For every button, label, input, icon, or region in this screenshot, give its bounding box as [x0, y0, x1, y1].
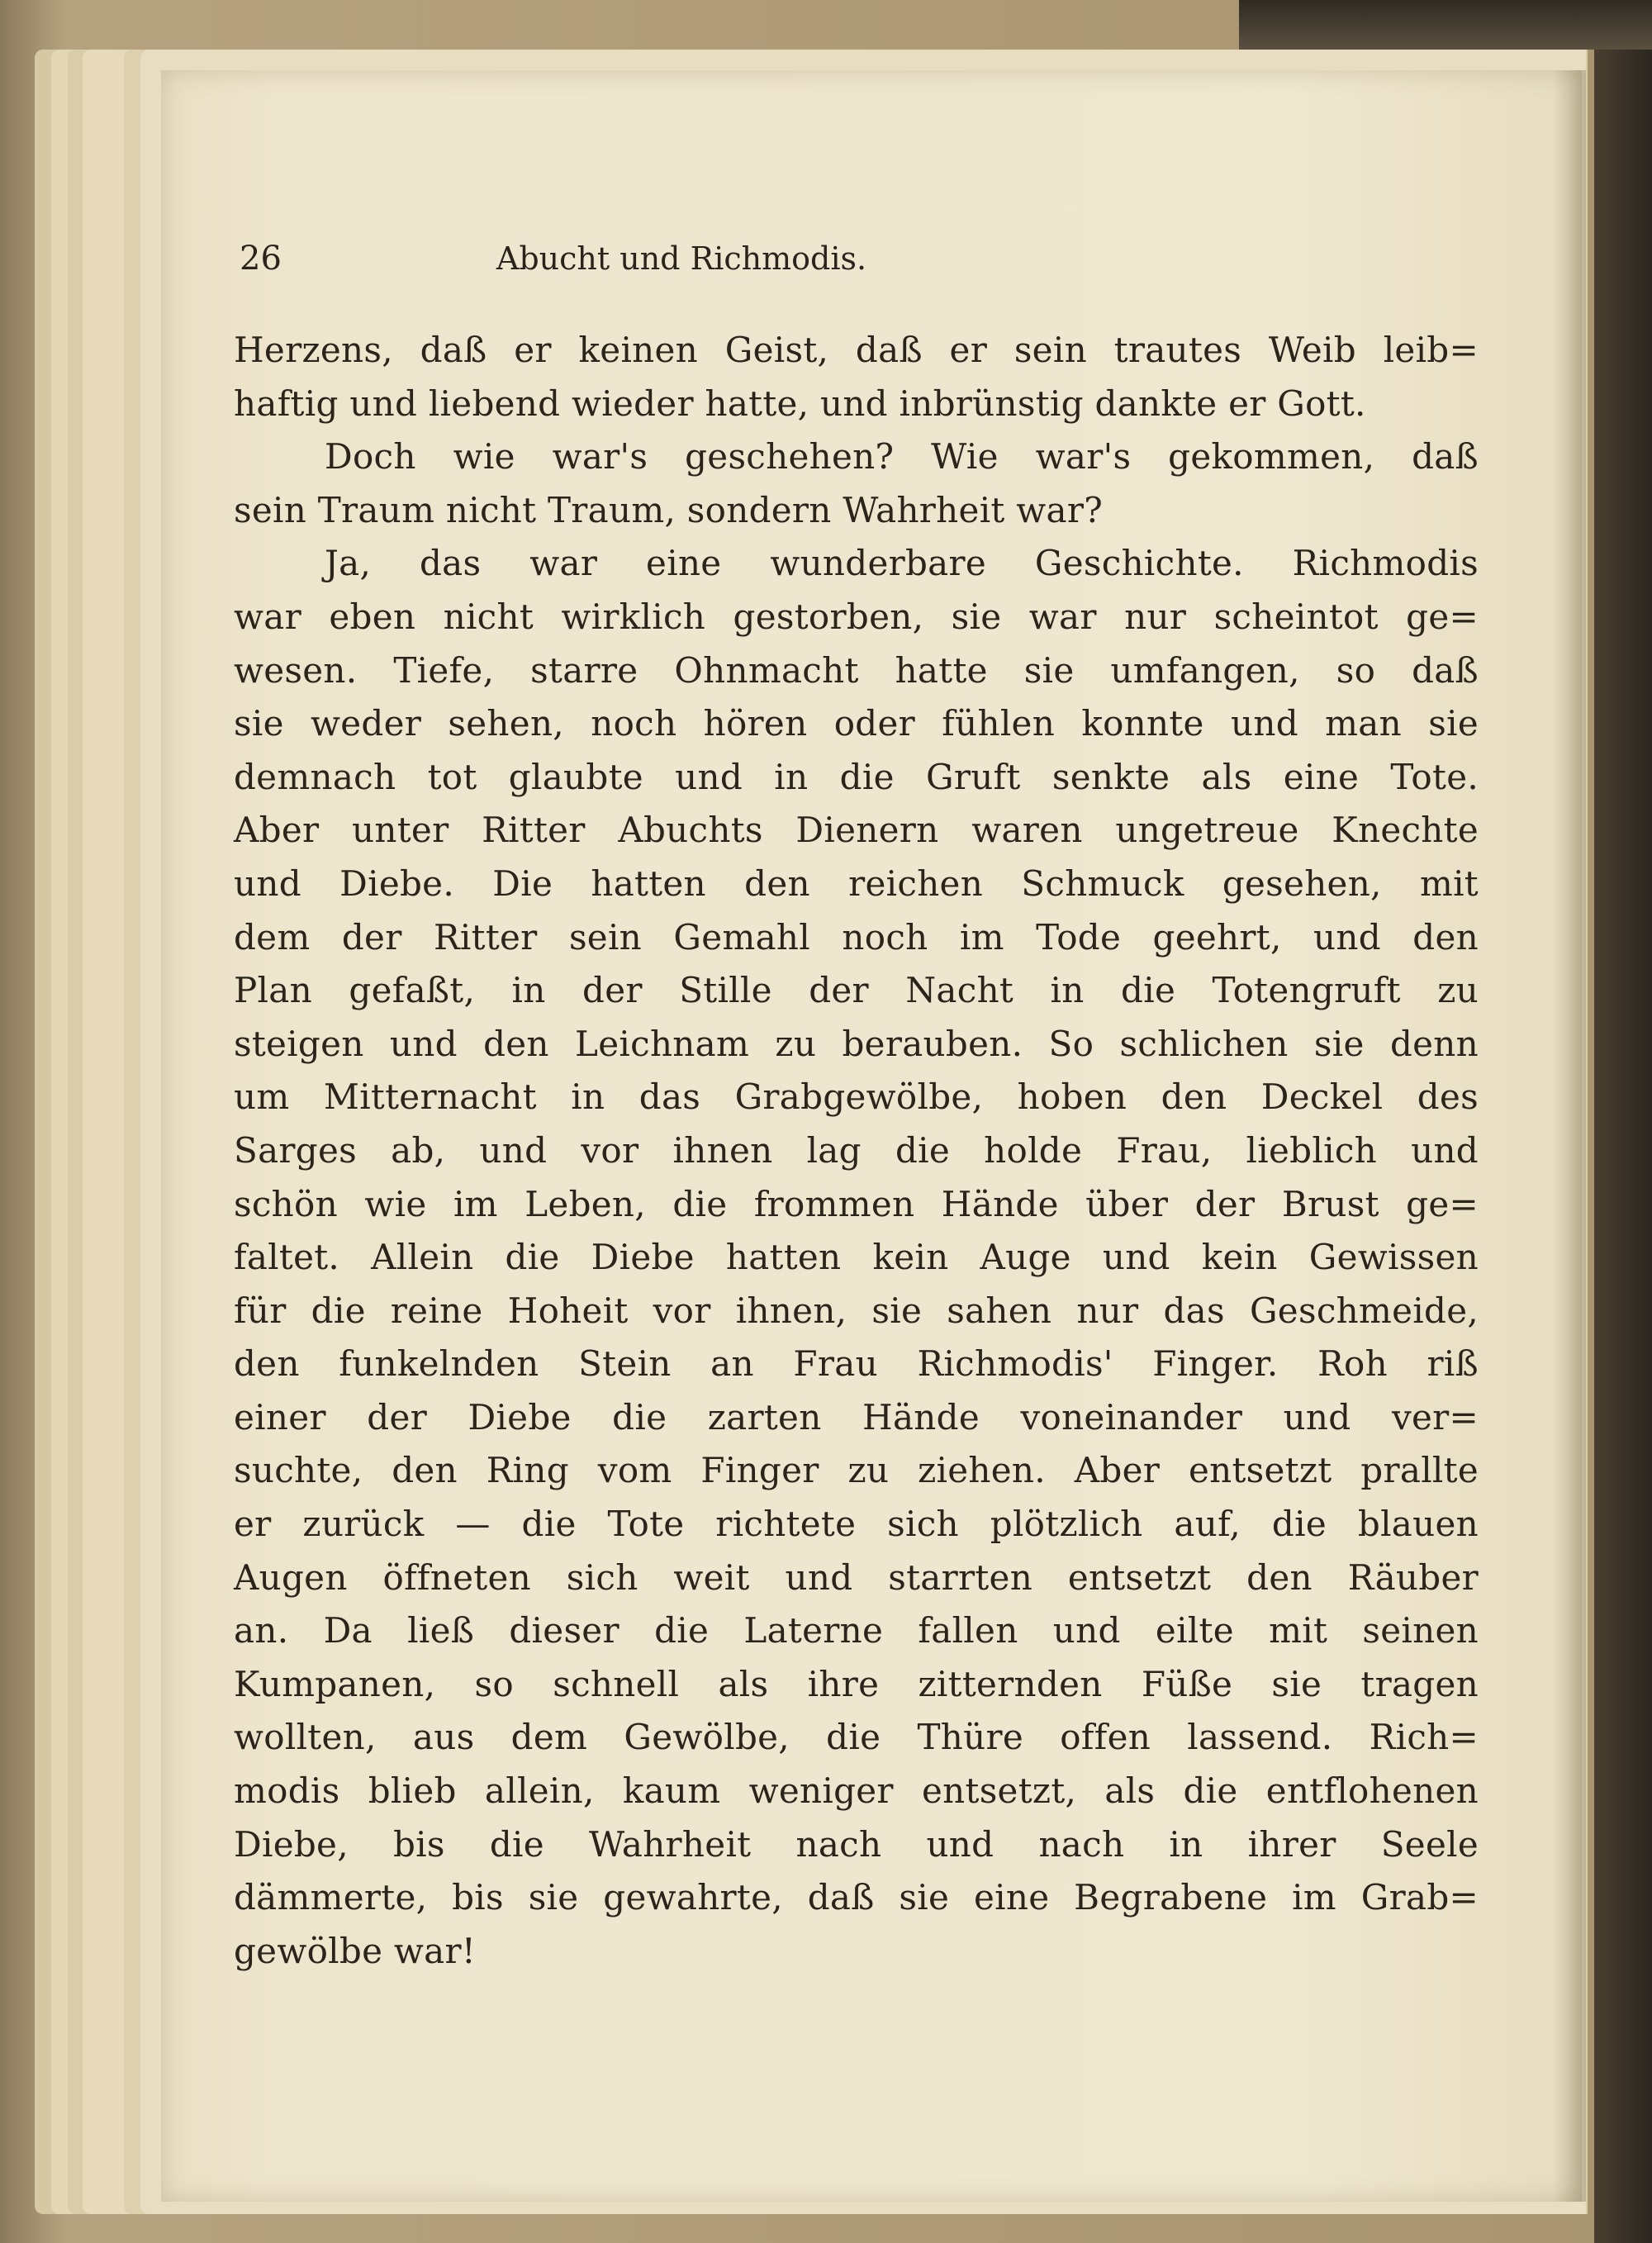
text-line: um Mitternacht in das Grabgewölbe, hoben den Deckel des — [234, 1076, 1479, 1118]
text-line: war eben nicht wirklich gestorben, sie war nur scheintot ge= — [234, 596, 1479, 637]
text-line: modis blieb allein, kaum weniger entsetzt, als die entflohenen — [234, 1770, 1479, 1812]
text-line: Plan gefaßt, in der Stille der Nacht in die Totengruft zu — [234, 970, 1479, 1011]
text-line: demnach tot glaubte und in die Gruft senkte als eine Tote. — [234, 756, 1479, 797]
running-title: Abucht und Richmodis. — [496, 240, 867, 277]
text-line: für die reine Hoheit vor ihnen, sie sahen nur das Geschmeide, — [234, 1290, 1479, 1331]
text-line: steigen und den Leichnam zu berauben. So schlichen sie denn — [234, 1023, 1479, 1064]
text-line: sie weder sehen, noch hören oder fühlen konnte und man sie — [234, 703, 1479, 744]
text-line: und Diebe. Die hatten den reichen Schmuck gesehen, mit — [234, 863, 1479, 904]
text-line: den funkelnden Stein an Frau Richmodis' Finger. Roh riß — [234, 1343, 1479, 1385]
text-line: Ja, das war eine wunderbare Geschichte. Richmodis — [325, 543, 1479, 584]
text-line: Herzens, daß er keinen Geist, daß er sein trautes Weib leib= — [234, 330, 1479, 370]
text-line: wesen. Tiefe, starre Ohnmacht hatte sie umfangen, so daß — [234, 649, 1479, 691]
text-line: Diebe, bis die Wahrheit nach und nach in ihrer Seele — [234, 1823, 1479, 1865]
running-head — [240, 234, 1123, 283]
text-line: an. Da ließ dieser die Laterne fallen und eilte mit seinen — [234, 1610, 1479, 1651]
cover-corner — [1239, 0, 1652, 50]
text-line: Kumpanen, so schnell als ihre zitternden Füße sie tragen — [234, 1663, 1479, 1704]
cover-spine-edge — [1594, 50, 1652, 2243]
text-line: er zurück — die Tote richtete sich plötzlich auf, die blauen — [234, 1504, 1479, 1545]
text-line: faltet. Allein die Diebe hatten kein Auge und kein Gewissen — [234, 1237, 1479, 1278]
text-line: schön wie im Leben, die frommen Hände über der Brust ge= — [234, 1183, 1479, 1224]
text-line: Augen öffneten sich weit und starrten entsetzt den Räuber — [234, 1556, 1479, 1598]
body-text — [234, 324, 1479, 1978]
text-line: dem der Ritter sein Gemahl noch im Tode geehrt, und den — [234, 916, 1479, 958]
text-line: einer der Diebe die zarten Hände voneinander und ver= — [234, 1396, 1479, 1438]
text-line: gewölbe war! — [234, 1930, 477, 1971]
text-line: Doch wie war's geschehen? Wie war's gekommen, daß — [325, 436, 1479, 478]
text-line: haftig und liebend wieder hatte, und inbrünstig dankte er Gott. — [234, 383, 1366, 424]
text-line: Aber unter Ritter Abuchts Dienern waren ungetreue Knechte — [234, 810, 1479, 851]
text-line: dämmerte, bis sie gewahrte, daß sie eine Begrabene im Grab= — [234, 1877, 1479, 1918]
text-line: Sarges ab, und vor ihnen lag die holde Frau, lieblich und — [234, 1129, 1479, 1171]
page-number: 26 — [240, 240, 282, 278]
text-line: suchte, den Ring vom Finger zu ziehen. Aber entsetzt prallte — [234, 1450, 1479, 1491]
text-line: sein Traum nicht Traum, sondern Wahrheit war? — [234, 489, 1104, 530]
gutter-shadow — [1553, 70, 1586, 2202]
text-line: wollten, aus dem Gewölbe, die Thüre offen lassend. Rich= — [234, 1717, 1479, 1758]
